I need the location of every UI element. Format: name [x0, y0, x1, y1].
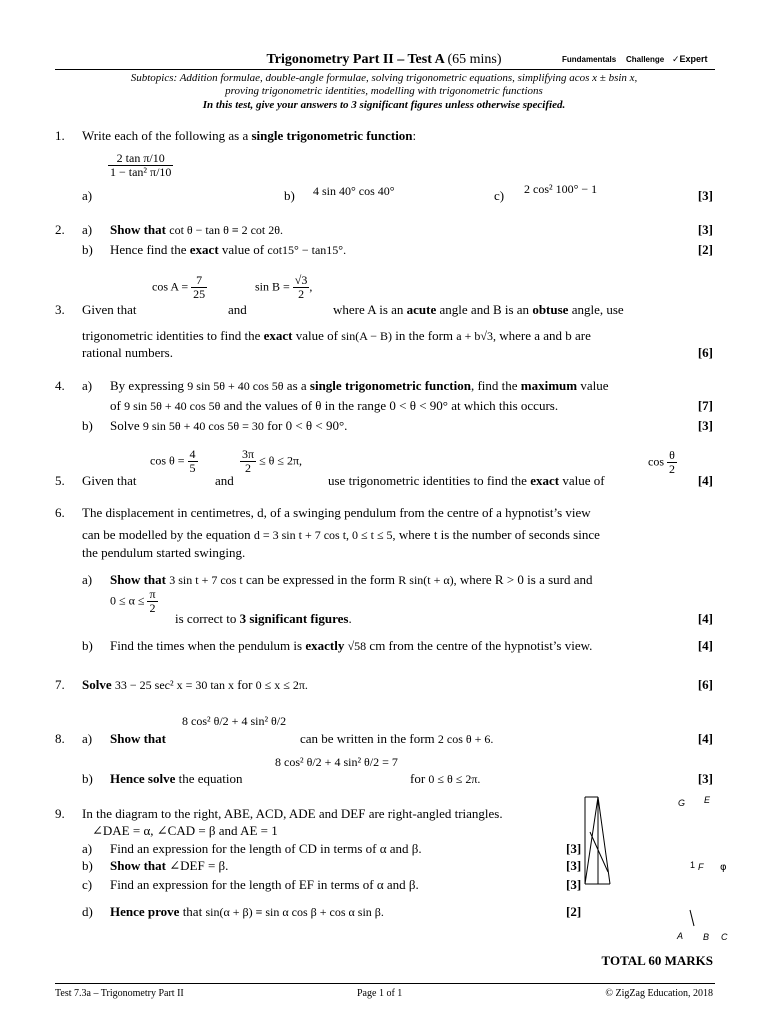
- q7-text: Solve 33 − 25 sec² x = 30 tan x for 0 ≤ x ≤ 2π.: [82, 677, 308, 692]
- q5-and: and: [215, 473, 234, 488]
- q4-b-marks: [3]: [697, 418, 713, 433]
- q5-cos: cos θ = $\frac{4}{5}$: [150, 447, 196, 475]
- q6-a-label: a): [82, 572, 93, 587]
- q2-number: 2.: [55, 222, 65, 237]
- q6-a-text: Show that 3 sin t + 7 cos t can be expressed in the form R sin(t + α), where R > 0 is a surd and: [110, 572, 593, 587]
- q1-marks: [3]: [697, 188, 713, 203]
- q8-a-expr: 8 cos² θ/2 + 4 sin² θ/2: [182, 714, 287, 728]
- triangle-diagram: [580, 792, 750, 948]
- q6-line-1: The displacement in centimetres, d, of a swinging pendulum from the centre of a hypnotist’s view: [82, 505, 591, 520]
- q3-given: Given that: [82, 302, 137, 317]
- q9-c-label: c): [82, 877, 93, 892]
- diagram-label-b: B: [703, 932, 710, 942]
- q3-cosA: cos A = $\frac{7}{25}$: [152, 273, 206, 301]
- q6-b-label: b): [82, 638, 93, 653]
- q1-part-a-fraction: $\frac{\text{2 tan π/10}}{\text{1 − tan² π/10}}$: [110, 151, 172, 179]
- q9-a-label: a): [82, 841, 93, 856]
- q2-b-text: Hence find the exact value of cot15° − tan15°.: [110, 242, 347, 257]
- diagram-line-a: [690, 910, 694, 926]
- q9-line-2: ∠DAE = α, ∠CAD = β and AE = 1: [92, 823, 278, 838]
- q4-a-text-2: of 9 sin 5θ + 40 cos 5θ and the values of θ in the range 0 < θ < 90° at which this occurs.: [110, 398, 559, 413]
- q5-given: Given that: [82, 473, 137, 488]
- diagram-label-1: 1: [690, 860, 696, 870]
- q4-number: 4.: [55, 378, 65, 393]
- level-challenge: Challenge: [626, 55, 665, 64]
- q3-line-2: trigonometric identities to find the exact value of sin(A − B) in the form a + b√3, where a and b are: [82, 328, 591, 343]
- q9-d-label: d): [82, 904, 93, 919]
- diagram-label-a: A: [677, 931, 684, 941]
- q9-line-1: In the diagram to the right, ABE, ACD, ADE and DEF are right-angled triangles.: [82, 806, 503, 821]
- q5-number: 5.: [55, 473, 65, 488]
- q8-b-text: Hence solve the equation: [110, 771, 243, 786]
- q9-c-marks: [3]: [566, 877, 582, 892]
- q2-b-marks: [2]: [697, 242, 713, 257]
- q6-b-marks: [4]: [697, 638, 713, 653]
- q5-text: use trigonometric identities to find the exact value of: [328, 473, 605, 488]
- instruction: In this test, give your answers to 3 significant figures unless otherwise specified.: [202, 99, 566, 111]
- q8-b-label: b): [82, 771, 93, 786]
- q6-number: 6.: [55, 505, 65, 520]
- q4-b-text: Solve 9 sin 5θ + 40 cos 5θ = 30 for 0 < θ < 90°.: [110, 418, 348, 433]
- q6-a-marks: [4]: [697, 611, 713, 626]
- q3-and: and: [228, 302, 247, 317]
- q8-a-marks: [4]: [697, 731, 713, 746]
- q3-sinB: sin B = $\frac{√3}{2}$ ,: [255, 273, 313, 301]
- q8-b-range: for 0 ≤ θ ≤ 2π.: [410, 771, 481, 786]
- q1-part-b-expr: 4 sin 40° cos 40°: [313, 184, 395, 198]
- diagram-label-c: C: [721, 932, 728, 942]
- q9-d-text: Hence prove that sin(α + β) ≡ sin α cos β + cos α sin β.: [110, 904, 384, 919]
- q1-number: 1.: [55, 128, 65, 143]
- header-rule: [55, 69, 715, 70]
- q3-number: 3.: [55, 302, 65, 317]
- q4-a-marks: [7]: [697, 398, 713, 413]
- level-expert: ✓Expert: [672, 54, 708, 64]
- q5-marks: [4]: [697, 473, 713, 488]
- q9-b-marks: [3]: [566, 858, 582, 873]
- diagram-label-phi: φ: [720, 862, 727, 873]
- q9-a-text: Find an expression for the length of CD in terms of α and β.: [110, 841, 422, 856]
- footer-left: Test 7.3a – Trigonometry Part II: [55, 988, 184, 999]
- q6-line-2: can be modelled by the equation d = 3 sin t + 7 cos t, 0 ≤ t ≤ 5, where t is the number of seconds since: [82, 527, 600, 542]
- total-marks: TOTAL 60 MARKS: [601, 953, 713, 968]
- q3-where: where A is an acute angle and B is an obtuse angle, use: [333, 302, 624, 317]
- q6-line-3: the pendulum started swinging.: [82, 545, 246, 560]
- footer-rule: [55, 983, 715, 984]
- q5-range: $\frac{3\pi}{2}$ ≤ θ ≤ 2π,: [242, 447, 303, 475]
- diagram-line-slant: [598, 797, 610, 884]
- q4-b-label: b): [82, 418, 93, 433]
- q6-a-range: 0 ≤ α ≤ $\frac{\pi}{2}$: [110, 587, 156, 615]
- subtopics-line-2: proving trigonometric identities, modelling with trigonometric functions: [225, 85, 543, 97]
- diagram-label-e: E: [704, 795, 711, 805]
- q8-b-expr: 8 cos² θ/2 + 4 sin² θ/2 = 7: [275, 755, 398, 769]
- q4-a-label: a): [82, 378, 93, 393]
- q8-b-marks: [3]: [697, 771, 713, 786]
- q1-part-c-expr: 2 cos² 100° − 1: [524, 182, 598, 196]
- q1-part-b-label: b): [284, 188, 295, 203]
- q9-number: 9.: [55, 806, 65, 821]
- footer-right: © ZigZag Education, 2018: [605, 988, 713, 999]
- level-fundamentals: Fundamentals: [562, 55, 617, 64]
- q3-marks: [6]: [697, 345, 713, 360]
- q4-a-text: By expressing 9 sin 5θ + 40 cos 5θ as a single trigonometric function, find the maximum value: [110, 378, 609, 393]
- q1-text: Write each of the following as a single trigonometric function:: [82, 128, 417, 143]
- q8-a-label: a): [82, 731, 93, 746]
- q9-b-text: Show that ∠DEF = β.: [110, 858, 229, 873]
- title-duration: (65 mins): [447, 52, 502, 67]
- q2-a-label: a): [82, 222, 93, 237]
- diagram-label-f: F: [698, 862, 704, 872]
- diagram-label-g: G: [678, 798, 686, 808]
- q6-a-text-2: is correct to 3 significant figures.: [175, 611, 352, 626]
- q1-part-a-label: a): [82, 188, 93, 203]
- q9-c-text: Find an expression for the length of EF in terms of α and β.: [110, 877, 419, 892]
- q9-b-label: b): [82, 858, 93, 873]
- footer-page: Page 1 of 1: [357, 988, 403, 999]
- q8-number: 8.: [55, 731, 65, 746]
- diagram-line-diag: [585, 797, 598, 884]
- q8-a-bold: Show that: [110, 731, 166, 746]
- q2-a-marks: [3]: [697, 222, 713, 237]
- q5-target: cos $\frac{\theta}{2}$: [648, 448, 675, 476]
- q3-line-3: rational numbers.: [82, 345, 173, 360]
- q8-a-text: can be written in the form 2 cos θ + 6.: [300, 731, 494, 746]
- q2-a-text: Show that cot θ − tan θ ≡ 2 cot 2θ.: [110, 222, 284, 237]
- q1-part-c-label: c): [494, 188, 505, 203]
- q6-b-text: Find the times when the pendulum is exactly √58 cm from the centre of the hypnotist’s view.: [110, 638, 593, 653]
- title-text: Trigonometry Part II – Test A: [266, 52, 444, 67]
- q2-b-label: b): [82, 242, 93, 257]
- subtopics-line-1: Subtopics: Addition formulae, double-angle formulae, solving trigonometric equations, simplifying acos x ± bsin x,: [130, 72, 638, 84]
- q7-number: 7.: [55, 677, 65, 692]
- q9-d-marks: [2]: [566, 904, 582, 919]
- q9-a-marks: [3]: [566, 841, 582, 856]
- q7-marks: [6]: [697, 677, 713, 692]
